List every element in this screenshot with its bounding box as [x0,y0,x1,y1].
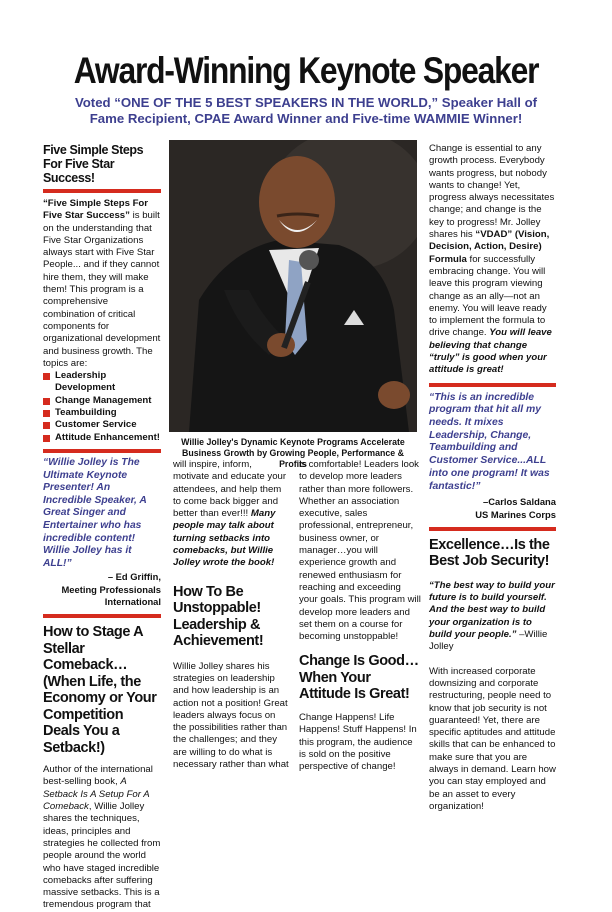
middle-column-2 [299,459,421,773]
list-item: Leadership Development [43,370,161,395]
five-steps-text: is built on the understanding that Five Star Organizations always start with Five Star People... and if they cannot hire them, they will make them! This program is a comprehensive combination of critical components for organizational development and business growth. The topics are: [43,210,161,369]
five-steps-body [43,198,161,370]
middle-column-1 [173,459,290,771]
change-body: Change Happens! Life Happens! Stuff Happens! In this program, the audience is sold on the positive perspective of change! [299,711,417,773]
speaker-photo [169,140,417,432]
divider [43,614,161,618]
saldana-quote: “This is an incredible program that hit all my needs. It mixes Leadership, Change, Teambuilding and Customer Service...ALL into one program! It was fantastic!” [429,391,550,492]
griffin-author: – Ed Griffin, [107,571,161,583]
job-quote-author: –Willie Jolley [429,629,548,653]
comeback-continued [173,459,290,570]
divider [429,383,556,387]
list-item: Customer Service [43,419,161,431]
comeback-emphasis: Many people may talk about turning setbacks into comebacks, but Willie Jolley wrote the book! [173,508,276,569]
unstoppable-body: Willie Jolley shares his strategies on leadership and how leadership is an action not a position! Great leaders always focus on the possibilities rather than the challenges; and they are willing to do what is necessary rather than what [173,660,289,771]
comeback-book-title: A Setback Is A Setup For A Comeback [43,776,150,813]
unstoppable-continued: is comfortable! Leaders look to develop more leaders rather than more followers. Whether an association executive, sales professional, entrepreneur, business owner, or manager…you will experience growth and renewed enthusiasm for reaching and exceeding your goals. This program will develop more leaders and set them on a course for becoming unstoppable! [299,459,421,643]
page-subtitle: Voted “ONE OF THE 5 BEST SPEAKERS IN THE WORLD,” Speaker Hall of Fame Recipient, CPAE Award Winner and Five-time WAMMIE Winner! [74,95,538,126]
saldana-org: US Marines Corps [475,508,556,520]
topics-list [43,370,161,444]
change-text-a: Change is essential to any growth process. Everybody wants progress, but nobody wants to change! Yet, progress always necessitates change; and change is the key to progress! Mr. Jolley shares his [429,143,555,241]
comeback-heading: How to Stage A Stellar Comeback… (When Life, the Economy or Your Competition Deals You a Setback!) [43,624,157,756]
five-steps-heading: Five Simple Steps For Five Star Success! [43,143,144,185]
change-heading: Change Is Good… When Your Attitude Is Great! [299,653,419,703]
speaker-illustration [169,140,417,432]
comeback-continued-text: will inspire, inform, motivate and educate your attendees, and help them to come back bigger and better than ever!!! [173,459,287,520]
list-item: Teambuilding [43,407,161,419]
list-item: Attitude Enhancement! [43,432,161,444]
griffin-org-2: International [104,595,161,607]
list-item: Change Management [43,395,161,407]
divider [429,527,556,531]
comeback-text-b: , Willie Jolley shares the techniques, ideas, principles and strategies he collected from people around the world who have staged incredible comebacks after suffering massive setbacks. This is a tremendous program that [43,801,161,911]
unstoppable-heading: How To Be Unstoppable! Leadership & Achievement! [173,583,264,650]
five-steps-title-ref: “Five Simple Steps For Five Star Success” [43,198,149,222]
left-column [43,143,161,912]
right-column [429,143,556,813]
job-quote-text: “The best way to build your future is to build yourself. And the best way to build your organization is to build your people.” [429,579,555,641]
job-security-quote [429,580,556,654]
comeback-text-a: Author of the international best-selling book, [43,764,153,788]
comeback-body [43,764,161,912]
saldana-author: –Carlos Saldana [483,496,556,508]
vdad-formula: “VDAD” (Vision, Decision, Action, Desire) Formula [429,229,550,265]
change-text-b: for successfully embracing change. You will leave this program viewing change as an ally—not an enemy. You will leave ready to implement the formula to drive change. [429,253,547,339]
griffin-org: Meeting Professionals [61,583,161,595]
griffin-quote: “Willie Jolley is The Ultimate Keynote Presenter! An Incredible Speaker, A Great Singer and Entertainer who has incredible content! Willie Jolley has it ALL!” [43,456,147,569]
divider [43,189,161,193]
change-continued [429,143,556,377]
job-security-heading: Excellence…Is the Best Job Security! [429,536,550,570]
photo-caption: Willie Jolley's Dynamic Keynote Programs Accelerate Business Growth by Growing People, Performance & Profits [181,437,405,469]
change-emphasis: You will leave believing that change “truly” is good when your attitude is great! [429,327,552,376]
page-title: Award-Winning Keynote Speaker [73,50,539,91]
divider [43,449,161,453]
job-security-body: With increased corporate downsizing and corporate restructuring, people need to know that job security is not guaranteed! Yet, there are specific aptitudes and attitude skills that can be enhanced to make sure that you are always in demand. Learn how you can stay employed and be an asset to every organization! [429,665,556,812]
